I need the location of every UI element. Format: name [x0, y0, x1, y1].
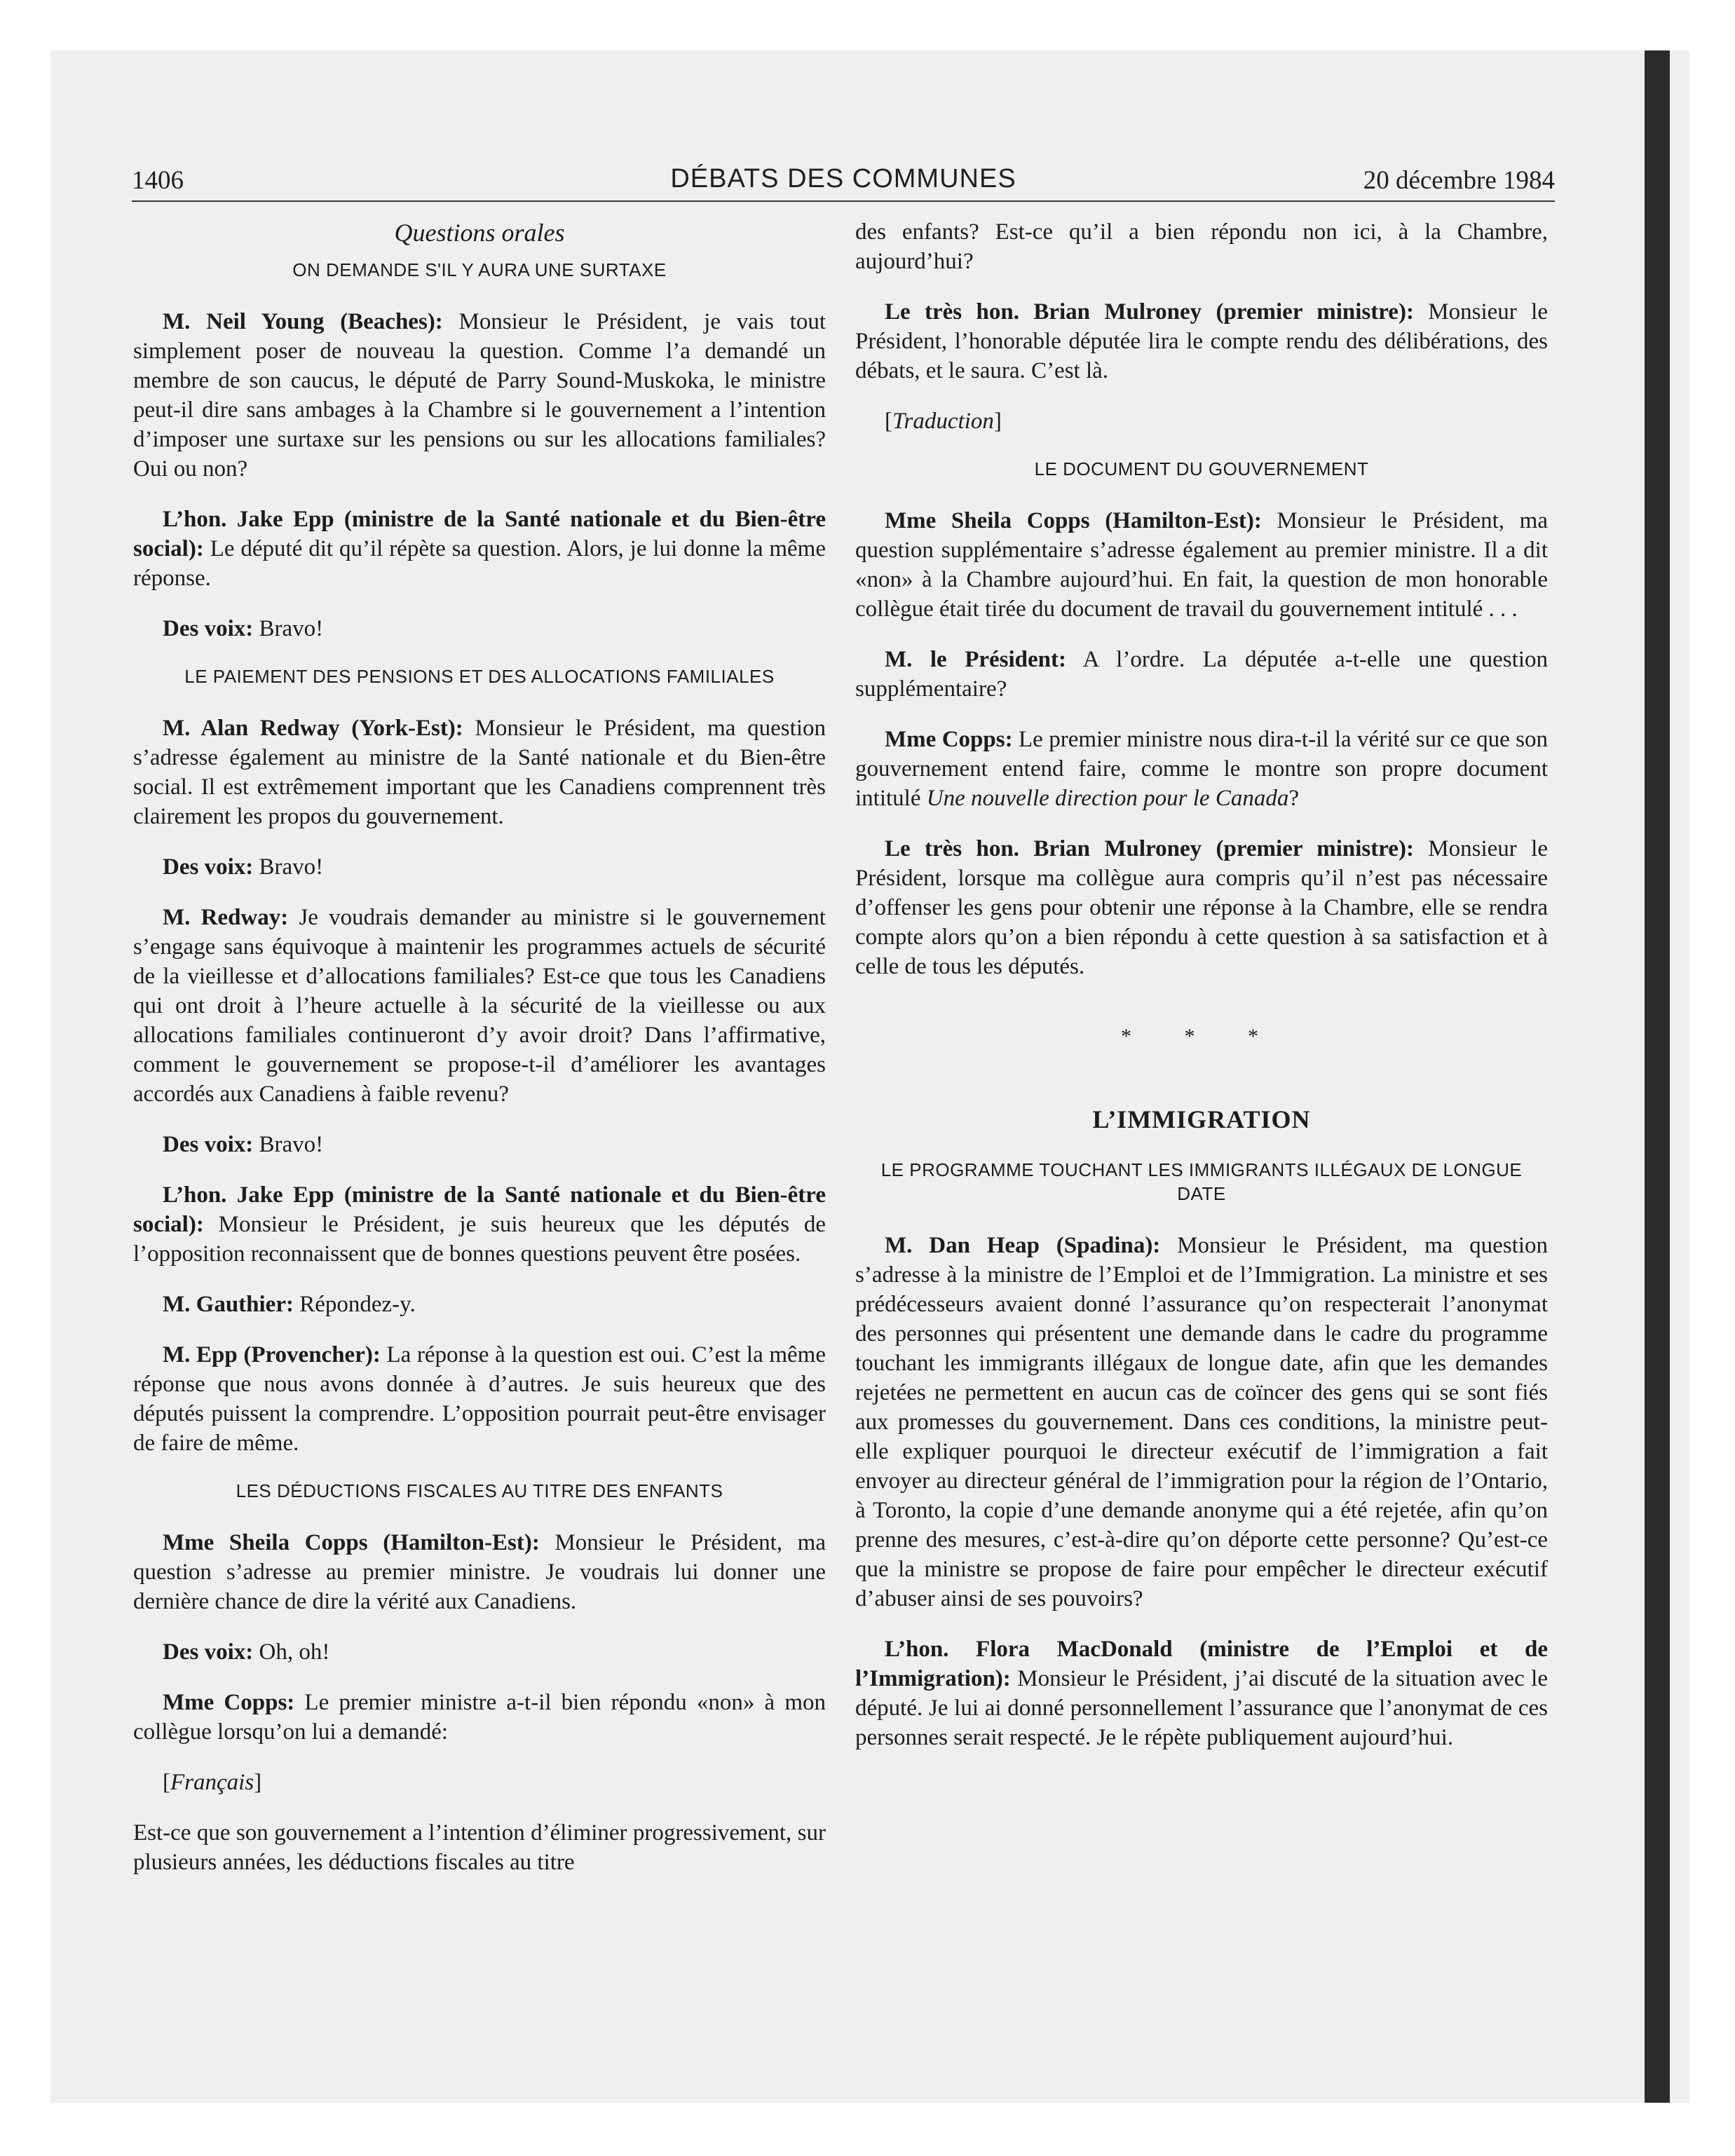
speech-paragraph — [133, 1818, 826, 1877]
speech-text: Monsieur le Président, je suis heureux que les députés de l’opposition reconnaissent que de bonnes questions peuvent être posées. — [133, 1212, 826, 1267]
speech-paragraph — [855, 506, 1548, 624]
language-label: Français — [170, 1770, 254, 1795]
speech-text: Monsieur le Président, ma question s’adresse à la ministre de l’Emploi et de l’Immigration. La ministre et ses prédécesseurs avaient donné l’assurance qu’on respecterait l’anonymat des personnes qui présentent une demande dans le cadre du programme touchant les immigrants illégaux de longue date, afin que les demandes rejetées ne permettent en aucun cas de coïncer des gens qui se sont fiés aux promesses du gouvernement. Dans ces conditions, la ministre peut-elle expliquer pourquoi le directeur exécutif de l’immigration a fait envoyer au directeur général de l’immigration pour la région de l’Ontario, à Toronto, la copie d’une demande anonyme qui a été rejetée, afin qu’on prenne des mesures, c’est-à-dire qu’on déporte cette personne? Qu’est-ce que la ministre se propose de faire pour empêcher le directeur exécutif d’abuser ainsi de ses pouvoirs? — [855, 1233, 1548, 1611]
speech-paragraph — [133, 1340, 826, 1458]
speech-paragraph — [133, 1130, 826, 1159]
subheading-document: LE DOCUMENT DU GOUVERNEMENT — [1034, 458, 1369, 479]
speech-text: Répondez-y. — [293, 1292, 416, 1317]
speaker: M. Gauthier: — [163, 1292, 294, 1317]
subheading-immigrants: LE PROGRAMME TOUCHANT LES IMMIGRANTS ILLÉGAUX DE LONGUE DATE — [880, 1159, 1523, 1204]
document-title: Une nouvelle direction pour le Canada — [926, 786, 1289, 811]
speech-text: Oh, oh! — [253, 1639, 330, 1665]
speech-text: A l’ordre. La députée a-t-elle une question supplémentaire? — [855, 647, 1548, 702]
speaker: L’hon. Flora MacDonald (ministre de l’Emploi et de l’Immigration): — [855, 1637, 1548, 1691]
language-note: [Français] — [163, 1770, 262, 1795]
speech-paragraph — [855, 725, 1548, 813]
speech-paragraph — [133, 852, 826, 882]
speaker: Des voix: — [163, 616, 254, 641]
speaker: M. Alan Redway (York-Est): — [163, 716, 463, 741]
speaker: M. Dan Heap (Spadina): — [885, 1233, 1161, 1258]
speech-paragraph — [133, 1637, 826, 1667]
speaker: Mme Copps: — [885, 727, 1013, 752]
speech-paragraph — [133, 614, 826, 643]
page-number: 1406 — [132, 166, 184, 195]
speaker: M. Epp (Provencher): — [163, 1342, 381, 1367]
speech-paragraph — [133, 505, 826, 593]
scan-edge — [1645, 50, 1670, 2103]
speech-text: Monsieur le Président, je vais tout simplement poser de nouveau la question. Comme l’a demandé un membre de son caucus, le député de Parry Sound-Muskoka, le ministre peut-il dire sans ambages à la Chambre si le gouvernement a l’intention d’imposer une surtaxe sur les pensions ou sur les allocations familiales? Oui ou non? — [133, 309, 826, 482]
speech-text: Bravo! — [253, 1132, 324, 1157]
left-column — [133, 217, 826, 1898]
speaker: L’hon. Jake Epp (ministre de la Santé nationale et du Bien-être social): — [133, 507, 826, 561]
speech-text: Monsieur le Président, ma question s’adresse au premier ministre. Je voudrais lui donner une dernière chance de dire la vérité aux Canadiens. — [133, 1530, 826, 1614]
speech-text: Le député dit qu’il répète sa question. Alors, je lui donne la même réponse. — [133, 536, 826, 591]
subheading-deductions: LES DÉDUCTIONS FISCALES AU TITRE DES ENFANTS — [236, 1480, 723, 1501]
speech-paragraph — [855, 1231, 1548, 1613]
speech-text: des enfants? Est-ce qu’il a bien répondu non ici, à la Chambre, aujourd’hui? — [855, 219, 1548, 274]
speech-paragraph — [133, 1180, 826, 1269]
speech-paragraph — [855, 645, 1548, 704]
speaker: Des voix: — [163, 1132, 254, 1157]
rubric-heading: L’IMMIGRATION — [1092, 1105, 1311, 1133]
speech-text-end: ? — [1288, 786, 1299, 811]
right-column — [855, 217, 1548, 1773]
language-label: Traduction — [892, 409, 994, 434]
speaker: Des voix: — [163, 1639, 254, 1665]
subheading-pensions: LE PAIEMENT DES PENSIONS ET DES ALLOCATIONS FAMILIALES — [184, 666, 775, 687]
speech-paragraph — [855, 834, 1548, 981]
speech-text: La réponse à la question est oui. C’est la même réponse que nous avons donnée à d’autres. Je suis heureux que des députés puissent la comprendre. L’opposition pourrait peut-être envisager de faire de même. — [133, 1342, 826, 1456]
speaker: Le très hon. Brian Mulroney (premier ministre): — [885, 836, 1414, 861]
speech-text: Monsieur le Président, j’ai discuté de la situation avec le député. Je lui ai donné personnellement l’assurance que l’anonymat de ces personnes serait respecté. Je le répète publiquement aujourd’hui. — [855, 1666, 1548, 1750]
speech-paragraph — [133, 1688, 826, 1747]
speaker: Mme Sheila Copps (Hamilton-Est): — [163, 1530, 540, 1555]
speaker: L’hon. Jake Epp (ministre de la Santé nationale et du Bien-être social): — [133, 1182, 826, 1237]
speech-paragraph — [133, 1290, 826, 1319]
speaker: M. Neil Young (Beaches): — [163, 309, 443, 334]
speech-text: Monsieur le Président, l’honorable députée lira le compte rendu des délibérations, des débats, et le saura. C’est là. — [855, 299, 1548, 383]
speech-text: Le premier ministre nous dira-t-il la vérité sur ce que son gouvernement entend faire, comme le montre son propre document intitulé — [855, 727, 1548, 811]
speech-paragraph — [133, 307, 826, 484]
speech-text: Monsieur le Président, lorsque ma collègue aura compris qu’il n’est pas nécessaire d’offenser les gens pour obtenir une réponse à la Chambre, elle se rendra compte alors qu’on a bien répondu à cette question à sa satisfaction et à celle de tous les députés. — [855, 836, 1548, 979]
subheading-surtaxe: ON DEMANDE S'IL Y AURA UNE SURTAXE — [292, 259, 667, 280]
section-title: Questions orales — [394, 219, 565, 247]
speech-text: Est-ce que son gouvernement a l’intention d’éliminer progressivement, sur plusieurs années, les déductions fiscales au titre — [133, 1820, 826, 1875]
issue-date: 20 décembre 1984 — [1363, 166, 1555, 195]
speaker: M. Redway: — [163, 905, 289, 930]
header-rule — [132, 200, 1555, 202]
speech-paragraph — [133, 903, 826, 1109]
publication-title: DÉBATS DES COMMUNES — [670, 164, 1016, 193]
speech-text: Je voudrais demander au ministre si le gouvernement s’engage sans équivoque à maintenir les programmes actuels de sécurité de la vieillesse et d’allocations familiales? Est-ce que tous les Canadiens qui ont droit à l’heure actuelle à la sécurité de la vieillesse ou aux allocations familiales continueront d’y avoir droit? Dans l’affirmative, comment le gouvernement se propose-t-il d’améliorer les avantages accordés aux Canadiens à faible revenu? — [133, 905, 826, 1107]
speech-text: Bravo! — [253, 616, 324, 641]
speech-paragraph — [855, 1635, 1548, 1752]
speaker: Mme Sheila Copps (Hamilton-Est): — [885, 508, 1262, 533]
speech-text: Monsieur le Président, ma question supplémentaire s’adresse également au premier ministre. Il a dit «non» à la Chambre aujourd’hui. En fait, la question de mon honorable collègue était tirée du document de travail du gouvernement intitulé . . . — [855, 508, 1548, 622]
section-separator: * * * — [1121, 1025, 1282, 1048]
speaker: M. le Président: — [885, 647, 1066, 672]
speech-text: Bravo! — [253, 854, 324, 880]
speech-paragraph — [855, 297, 1548, 386]
speaker: Mme Copps: — [163, 1690, 295, 1715]
speech-paragraph — [133, 1528, 826, 1616]
speech-paragraph — [855, 217, 1548, 276]
language-note: [Traduction] — [885, 409, 1002, 434]
speaker: Le très hon. Brian Mulroney (premier ministre): — [885, 299, 1414, 325]
page-header — [132, 160, 1555, 202]
speech-text: Monsieur le Président, ma question s’adresse également au ministre de la Santé nationale et du Bien-être social. Il est extrêmement important que les Canadiens comprennent très clairement les propos du gouvernement. — [133, 716, 826, 829]
speaker: Des voix: — [163, 854, 254, 880]
speech-paragraph — [133, 714, 826, 831]
speech-text: Le premier ministre a-t-il bien répondu «non» à mon collègue lorsqu’on lui a demandé: — [133, 1690, 826, 1745]
